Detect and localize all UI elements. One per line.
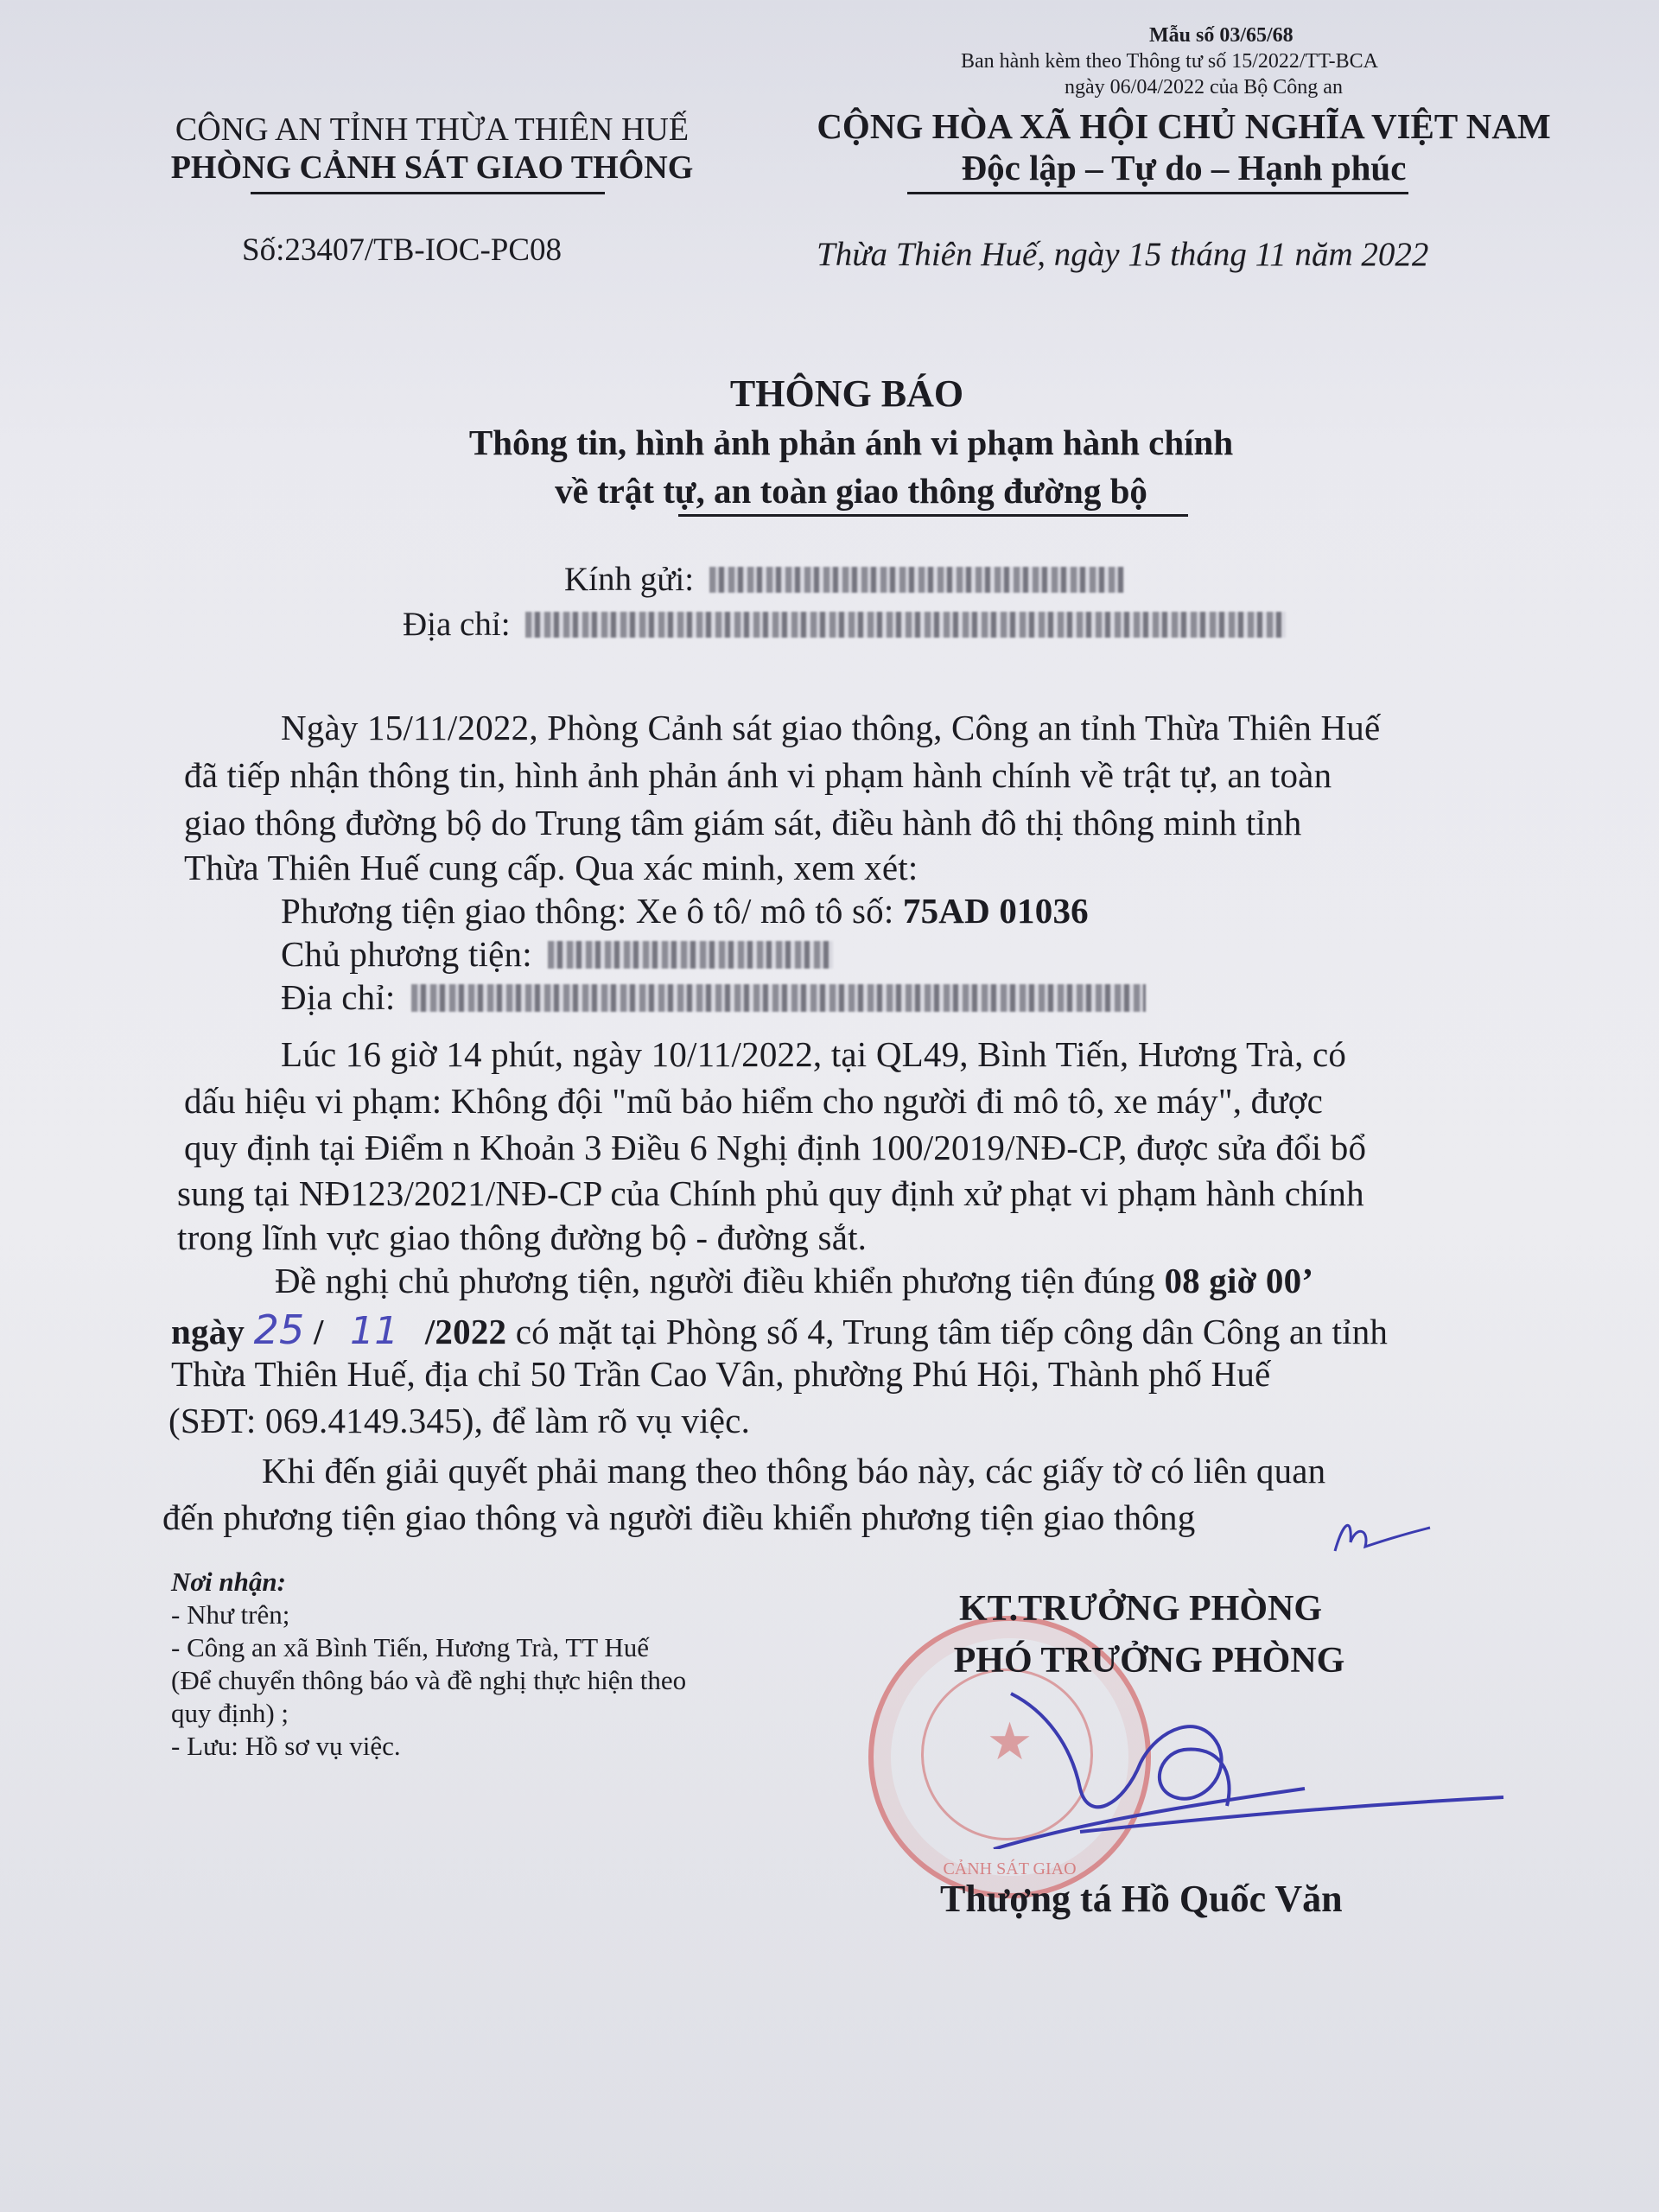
form-note: Ban hành kèm theo Thông tư số 15/2022/TT-BCA (961, 50, 1378, 73)
body-line: Thừa Thiên Huế, địa chỉ 50 Trần Cao Vân, phường Phú Hội, Thành phố Huế (171, 1354, 1271, 1394)
recipient-item: - Lưu: Hồ sơ vụ việc. (171, 1731, 401, 1761)
agency-name: CÔNG AN TỈNH THỪA THIÊN HUẾ (175, 111, 690, 148)
subtitle-underline (678, 514, 1188, 517)
body-text: Đề nghị chủ phương tiện, người điều khiển phương tiện đúng (275, 1261, 1155, 1300)
recipient-item: - Như trên; (171, 1599, 290, 1630)
stamp-star-icon: ★ (986, 1713, 1033, 1770)
handwritten-signature (976, 1676, 1512, 1849)
owner-address-label: Địa chỉ: (281, 977, 396, 1017)
body-line: đến phương tiện giao thông và người điều khiển phương tiện giao thông (162, 1497, 1196, 1537)
body-line: giao thông đường bộ do Trung tâm giám sát, điều hành đô thị thông minh tỉnh (184, 803, 1302, 842)
body-line: dấu hiệu vi phạm: Không đội "mũ bảo hiểm cho người đi mô tô, xe máy", được (184, 1081, 1324, 1121)
stamp-rim-text: CẢNH SÁT GIAO (943, 1859, 1077, 1878)
recipients-block (171, 1566, 686, 1763)
body-line: (SĐT: 069.4149.345), để làm rõ vụ việc. (168, 1401, 751, 1440)
body-line: đã tiếp nhận thông tin, hình ảnh phản ánh vi phạm hành chính về trật tự, an toàn (184, 755, 1332, 795)
body-line: trong lĩnh vực giao thông đường bộ - đường sắt. (177, 1217, 868, 1257)
recipient-label: Kính gửi: (564, 561, 695, 598)
recipient-address-line (403, 605, 1286, 644)
body-line: Ngày 15/11/2022, Phòng Cảnh sát giao thông, Công an tỉnh Thừa Thiên Huế (281, 708, 1381, 747)
motto-underline (907, 192, 1408, 194)
date-label: ngày (171, 1312, 245, 1351)
vehicle-label: Phương tiện giao thông: Xe ô tô/ mô tô số: (281, 891, 894, 931)
body-text: có mặt tại Phòng số 4, Trung tâm tiếp công dân Công an tỉnh (515, 1312, 1389, 1351)
department-name-text: PHÒNG CẢNH SÁT GIAO THÔNG (170, 149, 694, 186)
appointment-year: /2022 (424, 1312, 507, 1351)
document-number: Số:23407/TB-IOC-PC08 (242, 232, 563, 268)
notice-subtitle-1: Thông tin, hình ảnh phản ánh vi phạm hành chính (468, 423, 1234, 462)
vehicle-plate: 75AD 01036 (902, 891, 1089, 931)
signature-role-1: KT.TRƯỞNG PHÒNG (959, 1589, 1322, 1629)
body-line: sung tại NĐ123/2021/NĐ-CP của Chính phủ quy định xử phạt vi phạm hành chính (177, 1173, 1364, 1213)
notice-subtitle-2: về trật tự, an toàn giao thông đường bộ (555, 471, 1147, 511)
notice-title: THÔNG BÁO (729, 372, 964, 415)
owner-line (281, 933, 833, 975)
owner-label: Chủ phương tiện: (281, 934, 532, 974)
redacted-recipient-address (525, 612, 1286, 638)
recipient-item: quy định) ; (171, 1698, 289, 1728)
form-note-date: ngày 06/04/2022 của Bộ Công an (1065, 76, 1343, 99)
signature-role-2: PHÓ TRƯỞNG PHÒNG (953, 1641, 1345, 1681)
body-line: Lúc 16 giờ 14 phút, ngày 10/11/2022, tại QL49, Bình Tiến, Hương Trà, có (281, 1034, 1347, 1074)
appointment-line (275, 1260, 1313, 1301)
recipient-item: (Để chuyển thông báo và đề nghị thực hiện theo (171, 1665, 687, 1695)
recipient-line (564, 560, 1124, 599)
recipients-title: Nơi nhận: (171, 1567, 286, 1597)
place-date: Thừa Thiên Huế, ngày 15 tháng 11 năm 2022 (817, 236, 1429, 273)
handwritten-month: 11 (350, 1309, 399, 1353)
form-number: Mẫu số 03/65/68 (1149, 24, 1294, 47)
vehicle-line (281, 890, 1089, 931)
body-line: Khi đến giải quyết phải mang theo thông báo này, các giấy tờ có liên quan (262, 1451, 1326, 1491)
redacted-owner-name (548, 941, 833, 969)
initial-mark (1326, 1503, 1439, 1564)
recipient-item: - Công an xã Bình Tiến, Hương Trà, TT Huế (171, 1632, 650, 1662)
country-name: CỘNG HÒA XÃ HỘI CHỦ NGHĨA VIỆT NAM (817, 106, 1551, 146)
handwritten-day: 25 (253, 1306, 305, 1353)
redacted-recipient-name (709, 567, 1124, 593)
redacted-owner-address (411, 984, 1146, 1012)
national-motto: Độc lập – Tự do – Hạnh phúc (961, 148, 1407, 188)
department-name (121, 149, 743, 187)
body-line: quy định tại Điểm n Khoản 3 Điều 6 Nghị định 100/2019/NĐ-CP, được sửa đổi bổ (184, 1128, 1367, 1167)
appointment-date-line (171, 1306, 1388, 1353)
signer-name: Thượng tá Hồ Quốc Văn (940, 1878, 1343, 1920)
department-underline (251, 192, 605, 194)
owner-address-line (281, 976, 1146, 1018)
appointment-time: 08 giờ 00’ (1164, 1261, 1314, 1300)
recipient-address-label: Địa chỉ: (403, 606, 511, 643)
body-line: Thừa Thiên Huế cung cấp. Qua xác minh, xem xét: (184, 848, 918, 887)
date-slash: / (313, 1312, 324, 1351)
